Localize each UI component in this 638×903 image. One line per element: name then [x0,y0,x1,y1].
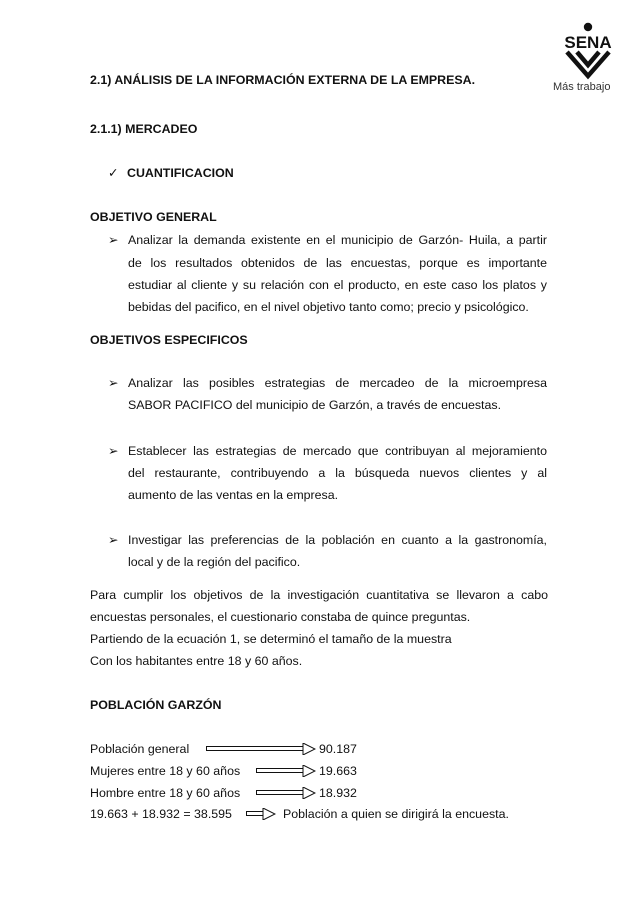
poblacion-total-label: 19.663 + 18.932 = 38.595 [90,807,232,821]
check-item-label: CUANTIFICACION [127,166,234,180]
objetivo-general-heading: OBJETIVO GENERAL [90,210,217,224]
poblacion-row-value: 90.187 [319,742,357,756]
sena-logo [553,22,623,102]
objetivo-especifico-line: Investigar las preferencias de la población en cuanto a la gastronomía, [128,533,547,547]
poblacion-row-value: 18.932 [319,786,357,800]
objetivo-especifico-line: aumento de las ventas en la empresa. [128,488,339,502]
objetivo-general-line: de los resultados obtenidos de las encuestas, porque es importante [128,256,547,270]
arrow-bullet-icon: ➢ [108,376,119,390]
objetivo-general-line: estudiar al cliente y su relación con el producto, en este caso los platos y [128,278,547,292]
arrow-bullet-icon: ➢ [108,533,119,547]
subsection-title: 2.1.1) MERCADEO [90,122,198,136]
objetivos-especificos-heading: OBJETIVOS ESPECIFICOS [90,333,248,347]
poblacion-row-value: 19.663 [319,764,357,778]
objetivo-especifico-line: local y de la región del pacifico. [128,555,301,569]
paragraph-line: encuestas personales, el cuestionario constaba de quince preguntas. [90,610,471,624]
objetivo-especifico-line: SABOR PACIFICO del municipio de Garzón, a través de encuestas. [128,398,502,412]
svg-text:SENA: SENA [564,33,612,52]
poblacion-total-value: Población a quien se dirigirá la encuesta. [283,807,509,821]
poblacion-heading: POBLACIÓN GARZÓN [90,698,222,712]
logo-tagline: Más trabajo [553,81,611,93]
right-arrow-icon [256,765,316,777]
paragraph-line: Con los habitantes entre 18 y 60 años. [90,654,303,668]
sena-logo-mark [553,22,623,80]
objetivo-especifico-line: Analizar las posibles estrategias de mercadeo de la microempresa [128,376,547,390]
paragraph-line: Partiendo de la ecuación 1, se determinó el tamaño de la muestra [90,632,452,646]
checkmark-icon: ✓ [108,166,119,180]
arrow-bullet-icon: ➢ [108,233,119,247]
poblacion-row-label: Hombre entre 18 y 60 años [90,786,241,800]
section-title: 2.1) ANÁLISIS DE LA INFORMACIÓN EXTERNA DE LA EMPRESA. [90,73,476,87]
arrow-bullet-icon: ➢ [108,444,119,458]
poblacion-row-label: Población general [90,742,190,756]
poblacion-row-label: Mujeres entre 18 y 60 años [90,764,241,778]
right-arrow-icon [206,743,316,755]
right-arrow-icon [246,808,276,820]
paragraph-line: Para cumplir los objetivos de la investigación cuantitativa se llevaron a cabo [90,588,548,602]
objetivo-especifico-line: Establecer las estrategias de mercado que contribuyan al mejoramiento [128,444,547,458]
objetivo-general-line: Analizar la demanda existente en el municipio de Garzón- Huila, a partir [128,233,547,247]
objetivo-especifico-line: del restaurante, contribuyendo a la búsqueda nuevos clientes y al [128,466,547,480]
right-arrow-icon [256,787,316,799]
objetivo-general-line: bebidas del pacifico, en el nivel objetivo tanto como; precio y psicológico. [128,300,529,314]
